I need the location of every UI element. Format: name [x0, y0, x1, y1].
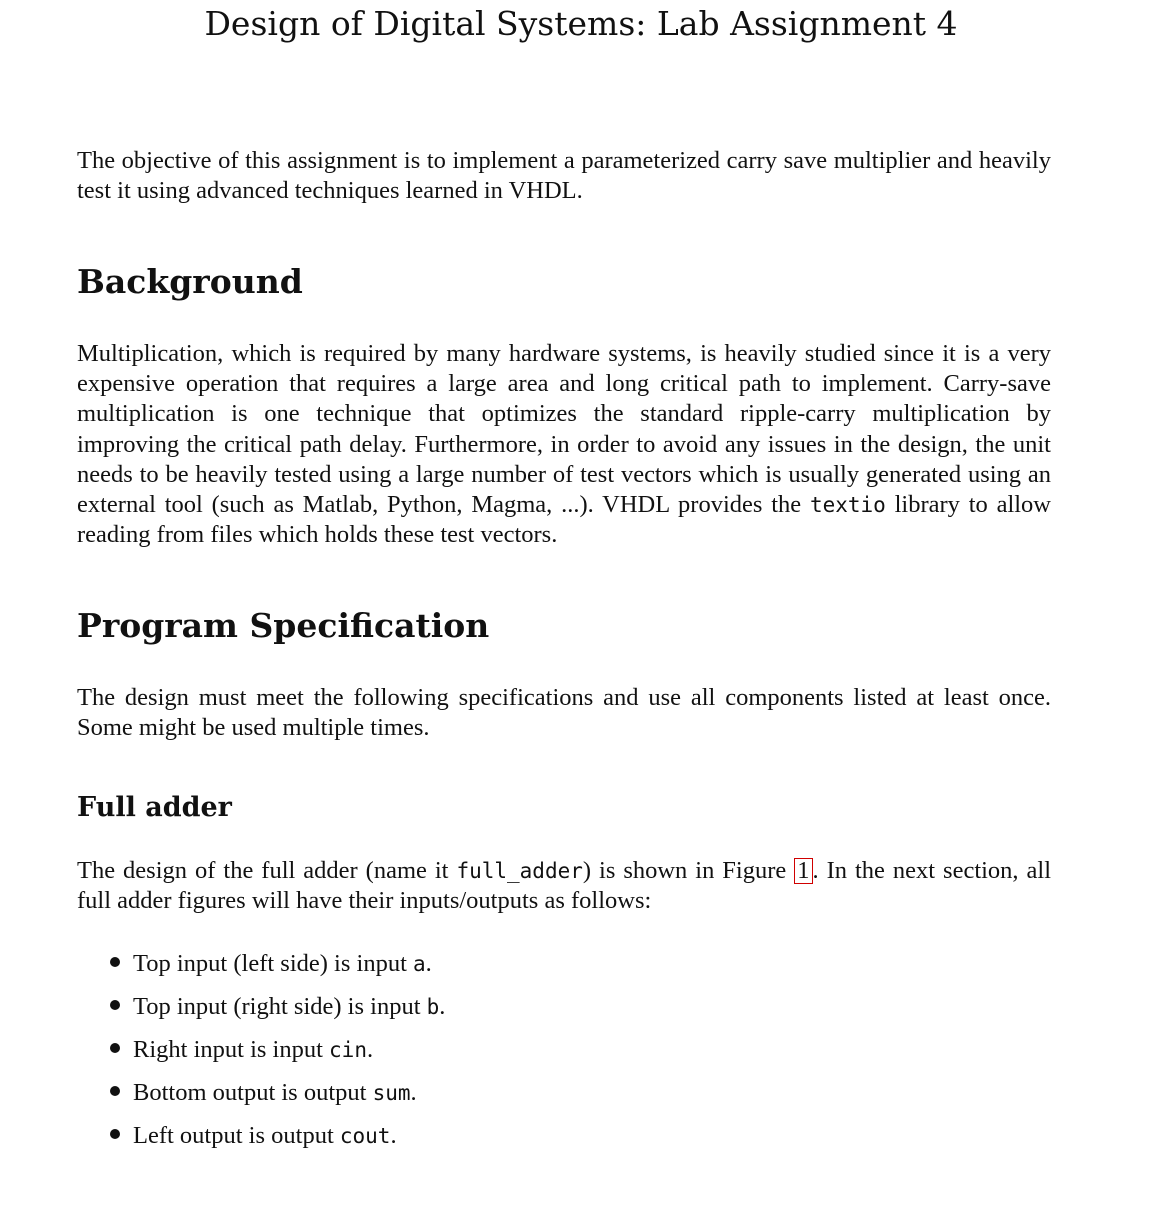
heading-background: Background [77, 262, 303, 301]
program-spec-paragraph: The design must meet the following specifications and use all components listed at least once. Some might be used multiple times. [77, 684, 1051, 742]
full-adder-paragraph [77, 856, 1051, 916]
full-adder-text-1: The design of the full adder (name it [77, 857, 457, 884]
list-item: Top input (right side) is input b. [110, 991, 445, 1034]
list-item: Bottom output is output sum. [110, 1077, 445, 1120]
bullet-icon [110, 1129, 120, 1139]
document-title: Design of Digital Systems: Lab Assignment 4 [204, 4, 958, 43]
figure-1-link[interactable]: 1 [794, 858, 812, 884]
heading-full-adder: Full adder [77, 792, 232, 823]
list-item: Left output is output cout. [110, 1120, 445, 1163]
list-item: Top input (left side) is input a. [110, 948, 445, 991]
heading-program-specification: Program Specification [77, 606, 490, 645]
bullet-icon [110, 1043, 120, 1053]
intro-paragraph: The objective of this assignment is to implement a parameterized carry save multiplier and heavily test it using advanced techniques learned in VHDL. [77, 147, 1051, 205]
list-item: Right input is input cin. [110, 1034, 445, 1077]
textio-code: textio [809, 493, 886, 518]
background-text-1: Multiplication, which is required by many hardware systems, is heavily studied since it is a very expensive operation that requires a large area and long critical path to implement. Carry-save multiplication is one technique that optimizes the standard ripple-carry multiplication by improving the critical path delay. Furthermore, in order to avoid any issues in the design, the unit needs to be heavily tested using a large number of test vectors which is usually generated using an external tool (such as Matlab, Python, Magma, ...). VHDL provides the [77, 340, 1051, 519]
full-adder-text-3: . In the next section, all full adder figures will have their inputs/outputs as follows: [77, 857, 1052, 915]
background-paragraph [77, 339, 1051, 550]
full-adder-code: full_adder [456, 859, 583, 883]
full-adder-text-2: ) is shown in Figure [582, 857, 795, 884]
background-text-2: library to allow reading from files which holds these test vectors. [77, 491, 1051, 549]
bullet-icon [110, 957, 120, 967]
bullet-icon [110, 1086, 120, 1096]
port-list [110, 948, 445, 1163]
bullet-icon [110, 1000, 120, 1010]
